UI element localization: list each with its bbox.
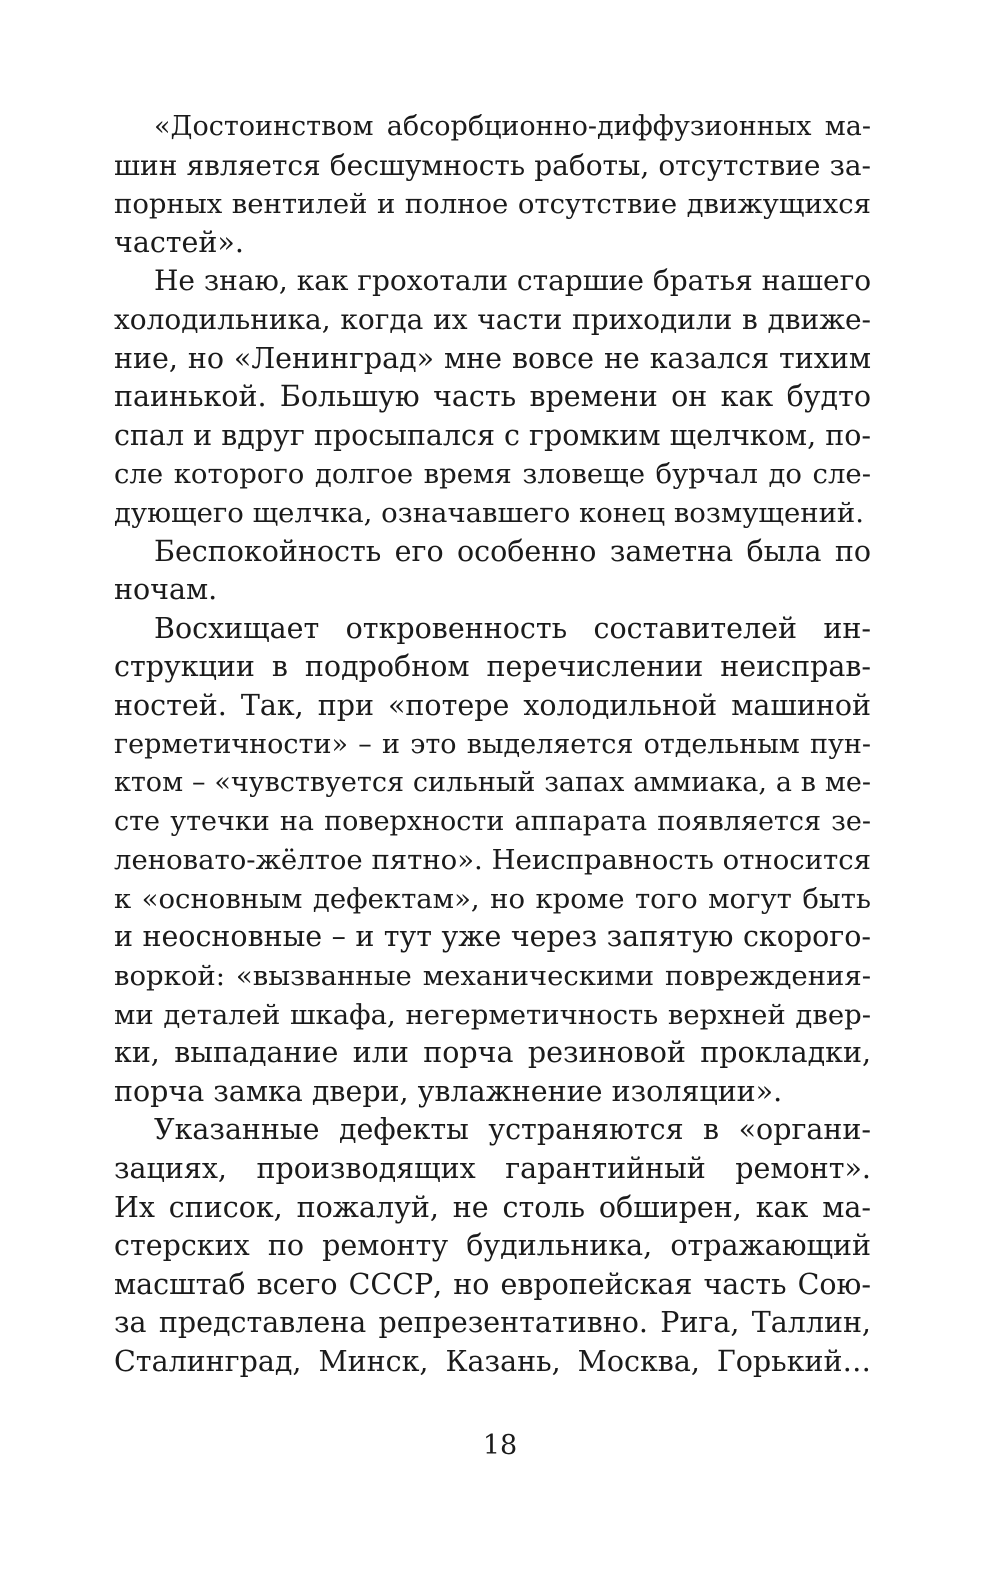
text-line: зациях, производящих гарантийный ремонт». xyxy=(114,1152,871,1186)
text-line: шин является бесшумность работы, отсутствие за- xyxy=(114,148,871,182)
text-line: Беспокойность его особенно заметна была по xyxy=(154,534,871,568)
text-line: Их список, пожалуй, не столь обширен, как ма- xyxy=(114,1190,871,1224)
text-line: Сталинград, Минск, Казань, Москва, Горький… xyxy=(114,1345,871,1378)
text-line: дующего щелчка, означавшего конец возмущений. xyxy=(114,496,864,529)
text-line: Не знаю, как грохотали старшие братья нашего xyxy=(154,264,872,298)
text-line: ки, выпадание или порча резиновой прокладки, xyxy=(114,1036,871,1070)
text-line: ние, но «Ленинград» мне вовсе не казался тихим xyxy=(114,341,871,375)
text-line: и неосновные – и тут уже через запятую скорого- xyxy=(114,920,871,954)
text-line: стерских по ремонту будильника, отражающий xyxy=(114,1229,871,1263)
text-line: леновато-жёлтое пятно». Неисправность относится xyxy=(114,844,871,877)
text-line: паинькой. Большую часть времени он как будто xyxy=(114,380,871,414)
page-number: 18 xyxy=(482,1430,518,1461)
text-line: Указанные дефекты устраняются в «органи- xyxy=(154,1113,871,1147)
text-line: ктом – «чувствуется сильный запах аммиака, а в ме- xyxy=(114,767,871,799)
text-line: герметичности» – и это выделяется отдельным пун- xyxy=(114,728,871,760)
text-line: к «основным дефектам», но кроме того могут быть xyxy=(114,882,871,915)
text-line: ностей. Так, при «потере холодильной машиной xyxy=(114,688,871,722)
text-line: за представлена репрезентативно. Рига, Таллин, xyxy=(114,1306,871,1340)
paragraph xyxy=(114,610,871,1112)
text-line: ночам. xyxy=(114,573,218,607)
paragraph xyxy=(114,262,871,532)
text-line: ми деталей шкафа, негерметичность верхней двер- xyxy=(114,998,871,1031)
paragraph xyxy=(114,533,871,610)
text-line: масштаб всего СССР, но европейская часть Сою- xyxy=(114,1267,871,1301)
text-line: струкции в подробном перечислении неисправ- xyxy=(114,650,871,684)
text-line: порных вентилей и полное отсутствие движущихся xyxy=(114,188,871,221)
text-line: холодильника, когда их части приходили в движе- xyxy=(114,302,871,336)
text-line: спал и вдруг просыпался с громким щелчком, по- xyxy=(114,418,871,452)
text-line: порча замка двери, увлажнение изоляции». xyxy=(114,1074,783,1108)
text-line: «Достоинством абсорбционно-диффузионных ма- xyxy=(154,111,871,142)
text-line: частей». xyxy=(114,225,244,259)
body-text xyxy=(114,108,871,1382)
text-line: Восхищает откровенность составителей ин- xyxy=(154,611,871,645)
paragraph xyxy=(114,108,871,262)
paragraph xyxy=(114,1111,871,1381)
text-line: воркой: «вызванные механическими повреждения- xyxy=(114,960,871,993)
text-line: сле которого долгое время зловеще бурчал до сле- xyxy=(114,458,871,491)
text-line: сте утечки на поверхности аппарата появляется зе- xyxy=(114,805,871,837)
